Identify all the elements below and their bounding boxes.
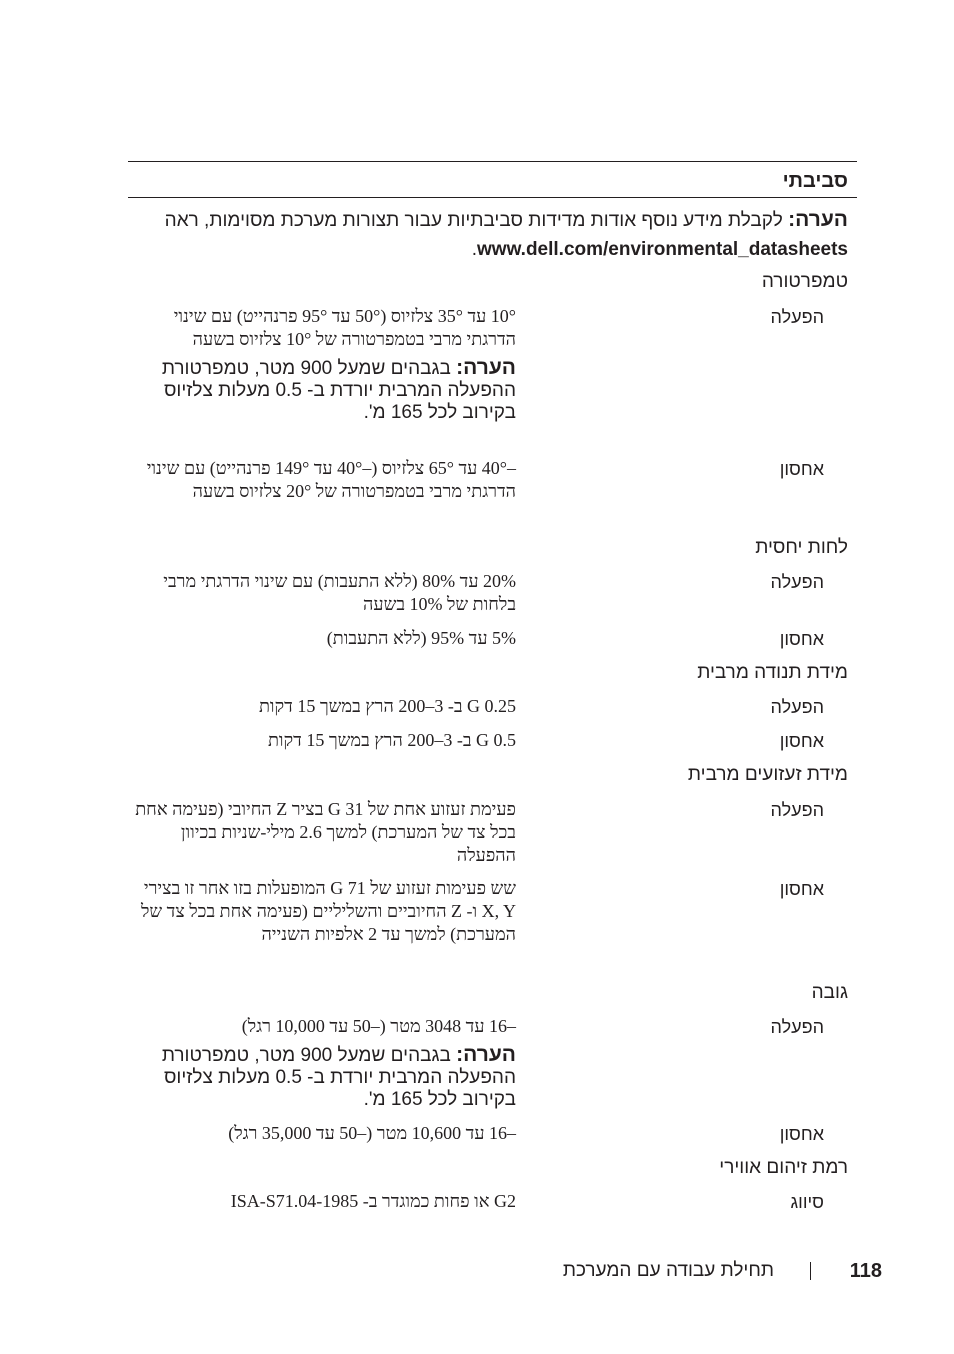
humidity-operating-label: הפעלה (770, 572, 824, 592)
note-text: לקבלת מידע נוסף אודות מדידות סביבתיות עבור תצורות מערכת מסוימות, ראה (164, 210, 783, 231)
altitude-operating-label: הפעלה (770, 1017, 824, 1037)
heading-rule (128, 197, 857, 198)
vibration-storage-value: 0.5 G ב- 3–200 הרץ במשך 15 דקות (267, 730, 516, 750)
temperature-storage-label: אחסון (779, 459, 824, 479)
temperature-operating-value: 10° עד 35° צלזיוס (50° עד 95° פרנהייט) עם שינוי הדרגתי מרבי בטמפרטורה של 10° צלזיוס בשעה (173, 306, 516, 349)
page-number: 118 (849, 1260, 882, 1282)
altitude-storage-label: אחסון (779, 1124, 824, 1144)
humidity-operating-value: 20% עד 80% (ללא התעבות) עם שינוי הדרגתי מרבי בלחות של 10% בשעה (163, 571, 516, 614)
altitude-operating-cell (128, 1015, 516, 1111)
altitude-operating-note (128, 1044, 516, 1111)
section-note (128, 205, 848, 264)
shock-storage-label: אחסון (779, 879, 824, 899)
humidity-storage-value: 5% עד 95% (ללא התעבות) (326, 628, 516, 648)
temperature-operating-cell (128, 305, 516, 424)
altitude-note-text: בגבהים שמעל 900 מטר, טמפרטורת ההפעלה המרבית יורדת ב- 0.5 מעלות צלזיוס בקירוב לכל 165 מ'. (161, 1045, 516, 1110)
airborne-title: רמת זיהום אווירי (719, 1157, 848, 1178)
temperature-note-label: הערה: (456, 356, 516, 379)
altitude-operating-value: –16 עד 3048 מטר (–50 עד 10,000 רגל) (241, 1016, 516, 1036)
temperature-storage-value: –40° עד 65° צלזיוס (–40° עד 149° פרנהייט) עם שינוי הדרגתי מרבי בטמפרטורה של 20° צלזיוס בשעה (146, 458, 516, 501)
vibration-operating-label: הפעלה (770, 697, 824, 717)
temperature-operating-label: הפעלה (770, 307, 824, 327)
shock-title: מידת זעזועים מרבית (687, 764, 848, 785)
shock-storage-value: שש פעימות זעזוע של 71 G המופעלות בזו אחר זו בצירי X, Y ו- Z החיוביים והשליליים (פעימה אחת בכל צד של המערכת) למשך עד 2 אלפיות השנייה (141, 878, 516, 944)
section-title: סביבתי (782, 170, 848, 192)
temperature-note-text: בגבהים שמעל 900 מטר, טמפרטורת ההפעלה המרבית יורדת ב- 0.5 מעלות צלזיוס בקירוב לכל 165 מ'. (161, 358, 516, 423)
humidity-title: לחות יחסית (755, 537, 848, 558)
vibration-storage-label: אחסון (779, 731, 824, 751)
altitude-storage-value: –16 עד 10,600 מטר (–50 עד 35,000 רגל) (228, 1123, 516, 1143)
airborne-class-value: G2 או פחות כמוגדר ב- ISA-S71.04-1985 (230, 1191, 516, 1211)
top-rule (128, 161, 857, 162)
shock-operating-value: פעימת זעזוע אחת של 31 G בציר Z החיובי (פעימה אחת בכל צד של המערכת) למשך 2.6 מילי-שניות בכיוון ההפעלה (135, 799, 516, 865)
airborne-class-label: סיווג (790, 1192, 824, 1212)
altitude-note-label: הערה: (456, 1043, 516, 1066)
temperature-operating-note (128, 357, 516, 424)
note-label: הערה: (788, 208, 848, 231)
humidity-storage-label: אחסון (779, 629, 824, 649)
vibration-operating-value: 0.25 G ב- 3–200 הרץ במשך 15 דקות (258, 696, 516, 716)
note-end: . (471, 239, 478, 260)
temperature-title: טמפרטורה (761, 271, 848, 292)
chapter-title: תחילת עבודה עם המערכת (562, 1260, 774, 1281)
footer-separator (810, 1262, 811, 1280)
note-link[interactable]: www.dell.com/environmental_datasheets (477, 239, 848, 260)
altitude-title: גובה (811, 982, 848, 1003)
vibration-title: מידת תנודה מרבית (697, 662, 848, 683)
shock-operating-label: הפעלה (770, 800, 824, 820)
